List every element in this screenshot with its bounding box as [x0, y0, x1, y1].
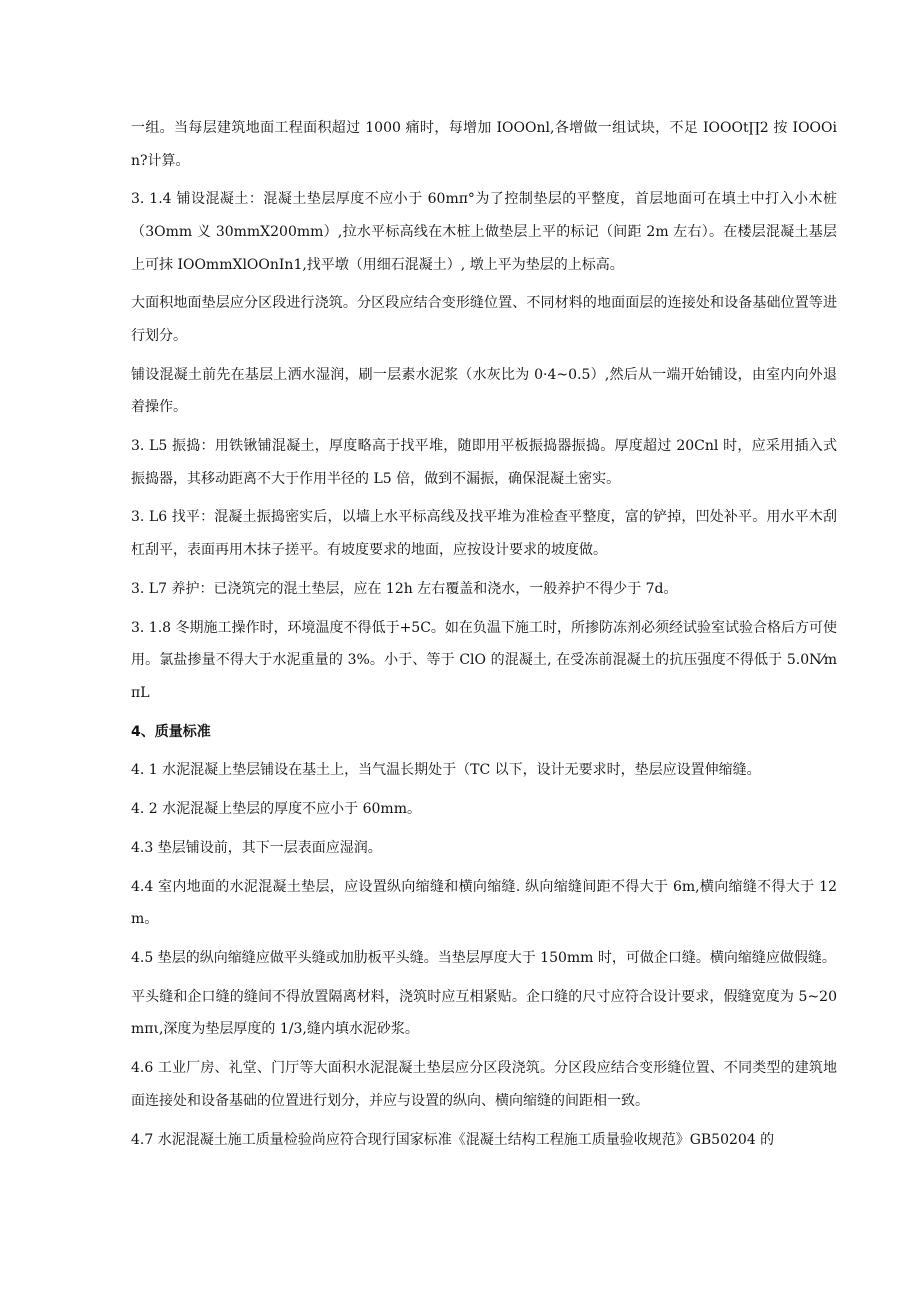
paragraph-pre-wetting: 铺设混凝土前先在基层上洒水湿润，刷一层素水泥浆（水灰比为 0·4~0.5）,然后从一端开始铺设，由室内向外退着操作。 [131, 366, 837, 416]
paragraph-3-1-5-vibration: 3. L5 振捣：用铁锹铺混凝土，厚度略高于找平堆，随即用平板振捣器振捣。厚度超过 20Cnl 时，应采用插入式振捣器，其移动距离不大于作用半径的 L5 倍，做到不漏振，确保混凝土密实。 [131, 438, 837, 487]
paragraph-3-1-8-winter-work: 3. 1.8 冬期施工操作时，环境温度不得低于+5C。如在负温下施工时，所掺防冻剂必须经试验室试验合格后方可使用。氯盐掺量不得大于水泥重量的 3%。小于、等于 ClO 的混凝土, 在受冻前混凝土的抗压强度不得低于 5.0N⁄mπL [131, 619, 837, 701]
paragraph-4-2: 4. 2 水泥混凝上垫层的厚度不应小于 60mm。 [131, 801, 421, 818]
paragraph-4-3: 4.3 垫层铺设前，其下一层表面应湿润。 [131, 839, 382, 856]
paragraph-4-1: 4. 1 水泥混凝上垫层铺设在基土上，当气温长期处于（TC 以下，设计无要求时，垫层应设置伸缩缝。 [131, 762, 761, 779]
paragraph-large-area-sections: 大面积地面垫层应分区段进行浇筑。分区段应结合变形缝位置、不同材料的地面面层的连接处和设备基础位置等进行划分。 [131, 295, 837, 344]
paragraph-3-1-6-leveling: 3. L6 找平：混凝土振捣密实后，以墙上水平标高线及找平堆为准检查平整度，富的铲掉，凹处补平。用水平木刮杠刮平，表面再用木抹子搓平。有坡度要求的地面，应按设计要求的坡度做。 [131, 509, 837, 559]
paragraph-3-1-4-placing-concrete: 3. 1.4 铺设混凝土：混凝土垫层厚度不应小于 60mπ°为了控制垫层的平整度，首层地面可在填土中打入小木桩（3Omm 义 30mmX200mm）,拉水平标高线在木桩上做垫层上平的标记（间距 2m 左右）。在楼层混凝土基层上可抹 IOOmmXlOOnIn1,找平墩（用细石混凝土）, 墩上平为垫层的上标高。 [131, 191, 837, 273]
paragraph-4-4: 4.4 室内地面的水泥混凝土垫层，应设置纵向缩缝和横向缩缝. 纵向缩缝间距不得大于 6m,横向缩缝不得大于 12m。 [131, 878, 837, 928]
paragraph-4-6: 4.6 工业厂房、礼堂、门厅等大面积水泥混凝土垫层应分区段浇筑。分区段应结合变形缝位置、不同类型的建筑地面连接处和设备基础的位置进行划分，并应与设置的纵向、横向缩缝的间距相一致。 [131, 1060, 837, 1109]
paragraph-4-5: 4.5 垫层的纵向缩缝应做平头缝或加肋板平头缝。当垫层厚度大于 150mm 时，可做企口缝。横向缩缝应做假缝。 [131, 950, 836, 967]
paragraph-3-1-7-curing: 3. L7 养护：已浇筑完的混土垫层，应在 12h 左右覆盖和浇水，一般养护不得少于 7d。 [131, 580, 678, 597]
paragraph-joint-details: 平头缝和企口缝的缝间不得放置隔离材料，浇筑时应互相紧贴。企口缝的尺寸应符合设计要求，假缝宽度为 5~20mπι,深度为垫层厚度的 1/3,缝内填水泥砂浆。 [131, 988, 837, 1038]
document-page [131, 112, 837, 1162]
section-heading-quality-standard: 4、质量标准 [131, 723, 211, 740]
paragraph-test-block-continuation: 一组。当每层建筑地面工程面积超过 1000 痛时，每增加 IOOOnl,各增做一组试块，不足 IOOOt∏2 按 IOOOin?计算。 [131, 120, 837, 169]
paragraph-4-7: 4.7 水泥混凝土施工质量检验尚应符合现行国家标准《混凝土结构工程施工质量验收规范》GB50204 的 [131, 1131, 775, 1148]
